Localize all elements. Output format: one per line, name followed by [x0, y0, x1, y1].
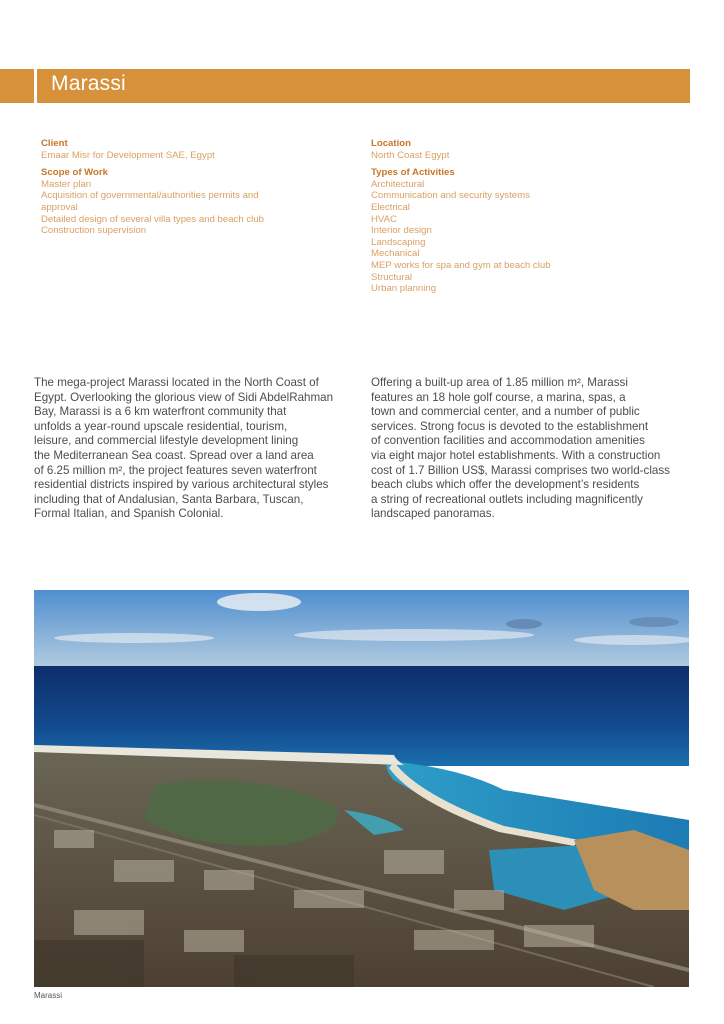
scope-item: approval [41, 201, 78, 213]
body-line: of convention facilities and accommodation amenities [371, 434, 645, 448]
activity-item: Urban planning [371, 283, 437, 295]
body-line: via eight major hotel establishments. With a construction [371, 448, 661, 462]
right-info-block [371, 138, 681, 295]
activity-item: Interior design [371, 225, 432, 237]
activity-item: Electrical [371, 201, 410, 213]
aerial-photo-illustration [34, 590, 689, 987]
body-line: leisure, and commercial lifestyle development lining [34, 434, 299, 448]
body-line: a string of recreational outlets including magnificently [371, 492, 643, 506]
body-line: the Mediterranean Sea coast. Spread over a land area [34, 448, 314, 462]
body-line: Bay, Marassi is a 6 km waterfront community that [34, 405, 287, 419]
body-line: of 6.25 million m², the project features seven waterfront [34, 463, 317, 477]
body-line: Formal Italian, and Spanish Colonial. [34, 507, 224, 521]
activity-item: MEP works for spa and gym at beach club [371, 259, 551, 271]
page-title: Marassi [51, 72, 126, 95]
activity-item: Structural [371, 271, 413, 283]
body-line: The mega-project Marassi located in the North Coast of [34, 376, 319, 389]
body-line: residential districts inspired by various architectural styles [34, 478, 329, 492]
scope-item: Detailed design of several villa types and beach club [41, 213, 264, 225]
body-line: beach clubs which offer the development’s residents [371, 478, 640, 492]
activity-item: HVAC [371, 213, 397, 225]
body-line: features an 18 hole golf course, a marina, spas, a [371, 390, 626, 404]
activity-item: Communication and security systems [371, 190, 530, 202]
activity-item: Mechanical [371, 248, 420, 260]
left-info-block [41, 138, 341, 237]
location-value: North Coast Egypt [371, 149, 450, 161]
title-bar [0, 69, 690, 103]
location-heading: Location [371, 138, 411, 149]
scope-item: Master plan [41, 178, 92, 190]
body-line: landscaped panoramas. [371, 507, 495, 521]
photo-caption: Marassi [34, 991, 63, 1000]
body-left-column [34, 376, 356, 522]
body-line: Offering a built-up area of 1.85 million m², Marassi [371, 376, 628, 389]
body-line: town and commercial center, and a number of public [371, 405, 640, 419]
aerial-photo [34, 590, 689, 987]
title-bar-notch [34, 69, 37, 103]
scope-item: Construction supervision [41, 225, 147, 237]
client-value: Emaar Misr for Development SAE, Egypt [41, 149, 215, 161]
scope-heading: Scope of Work [41, 167, 108, 179]
scope-item: Acquisition of governmental/authorities permits and [41, 190, 259, 202]
activity-item: Landscaping [371, 236, 426, 248]
body-line: unfolds a year-round upscale residential, tourism, [34, 419, 288, 433]
body-line: cost of 1.7 Billion US$, Marassi comprises two world-class [371, 463, 670, 477]
activity-item: Architectural [371, 178, 425, 190]
client-heading: Client [41, 138, 68, 149]
body-right-column [371, 376, 689, 522]
activities-heading: Types of Activities [371, 167, 455, 179]
body-line: services. Strong focus is devoted to the establishment [371, 419, 649, 433]
body-line: Egypt. Overlooking the glorious view of Sidi AbdelRahman [34, 390, 334, 404]
body-line: including that of Andalusian, Santa Barbara, Tuscan, [34, 492, 304, 506]
